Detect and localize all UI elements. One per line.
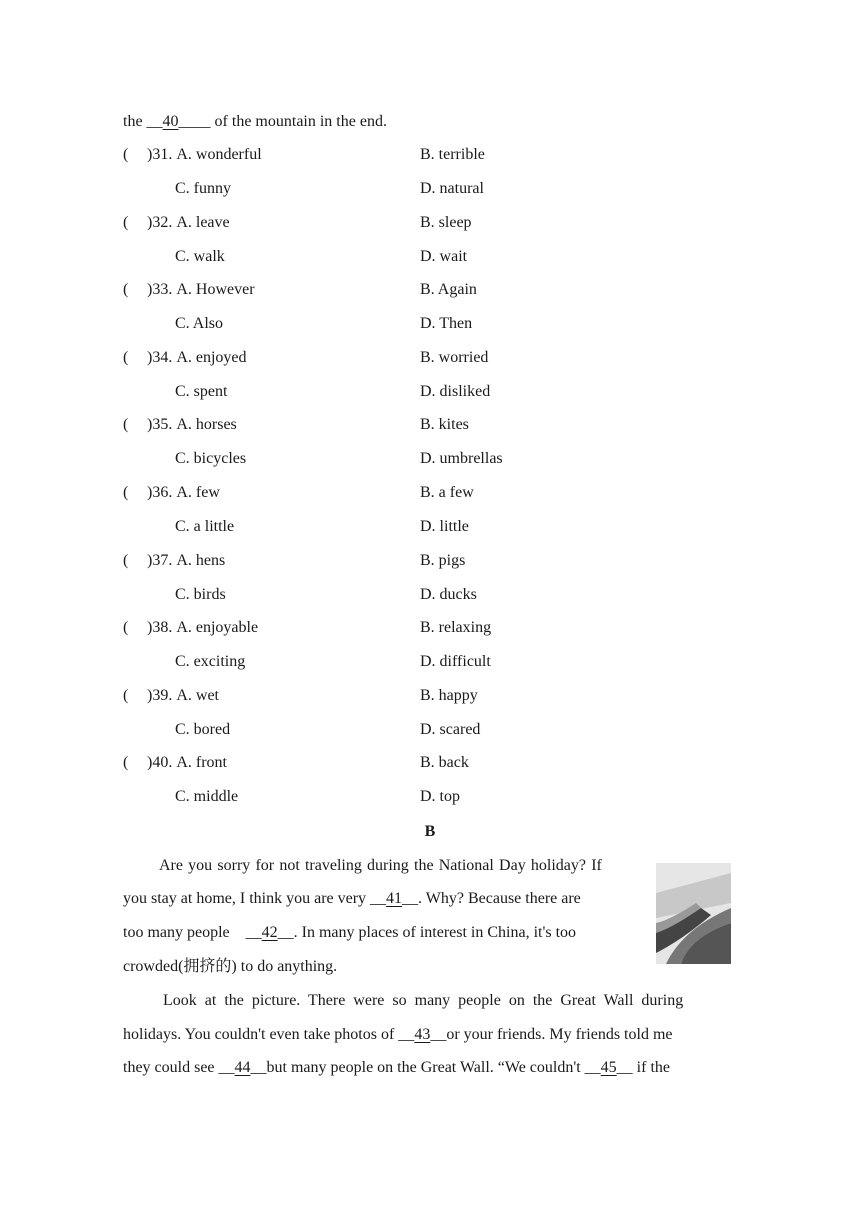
option-b: B. pigs (420, 552, 466, 569)
blank-45: 45 (600, 1059, 617, 1076)
question-row (123, 415, 237, 435)
option-d: D. wait (420, 248, 468, 265)
question-number: )37. (147, 552, 173, 569)
answer-paren[interactable]: ( (123, 484, 129, 501)
question-row (123, 348, 247, 368)
question-row (123, 483, 220, 503)
option-b: B. Again (420, 281, 477, 298)
option-c: C. birds (175, 586, 226, 603)
option-a: A. front (176, 754, 227, 771)
question-number: )31. (147, 146, 173, 163)
blank-41: 41 (386, 890, 403, 907)
option-c: C. funny (175, 180, 231, 197)
option-a: A. leave (176, 214, 230, 231)
question-number: )36. (147, 484, 173, 501)
question-row (123, 618, 258, 638)
option-b: B. happy (420, 687, 478, 704)
option-d: D. disliked (420, 383, 491, 400)
option-d: D. little (420, 518, 469, 535)
question-row (123, 551, 225, 571)
option-c: C. bored (175, 721, 231, 738)
answer-paren[interactable]: ( (123, 687, 129, 704)
option-b: B. a few (420, 484, 474, 501)
p2-line-3: they could see __44__but many people on the Great Wall. “We couldn't __45__ if the (123, 1059, 670, 1076)
option-b: B. terrible (420, 146, 485, 163)
blank-42: 42 (261, 924, 278, 941)
option-b: B. worried (420, 349, 489, 366)
answer-paren[interactable]: ( (123, 214, 129, 231)
question-row (123, 280, 255, 300)
option-d: D. natural (420, 180, 484, 197)
answer-paren[interactable]: ( (123, 349, 129, 366)
option-b: B. relaxing (420, 619, 492, 636)
answer-paren[interactable]: ( (123, 146, 129, 163)
p2-line-1: Look at the picture. There were so many people on the Great Wall during (163, 992, 684, 1009)
p1-line-3: too many people __42__. In many places of interest in China, it's too (123, 924, 577, 941)
option-b: B. kites (420, 416, 469, 433)
answer-paren[interactable]: ( (123, 754, 129, 771)
p1-line-1: Are you sorry for not traveling during the National Day holiday? If (159, 857, 602, 874)
option-d: D. ducks (420, 586, 477, 603)
option-b: B. sleep (420, 214, 472, 231)
blank-40: 40 (162, 113, 179, 130)
question-number: )32. (147, 214, 173, 231)
question-number: )40. (147, 754, 173, 771)
option-d: D. difficult (420, 653, 491, 670)
option-a: A. wet (176, 687, 219, 704)
option-c: C. walk (175, 248, 225, 265)
question-number: )33. (147, 281, 173, 298)
blank-43: 43 (414, 1026, 431, 1043)
question-number: )39. (147, 687, 173, 704)
option-a: A. However (176, 281, 255, 298)
p2-line-2: holidays. You couldn't even take photos of __43__or your friends. My friends told me (123, 1026, 673, 1043)
option-a: A. enjoyable (176, 619, 259, 636)
option-c: C. middle (175, 788, 239, 805)
option-b: B. back (420, 754, 469, 771)
option-a: A. wonderful (176, 146, 262, 163)
option-d: D. Then (420, 315, 473, 332)
option-a: A. few (176, 484, 220, 501)
option-a: A. hens (176, 552, 226, 569)
question-number: )35. (147, 416, 173, 433)
question-row (123, 145, 262, 165)
p1-line-2: you stay at home, I think you are very __41__. Why? Because there are (123, 890, 581, 907)
answer-paren[interactable]: ( (123, 281, 129, 298)
option-a: A. enjoyed (176, 349, 247, 366)
question-number: )34. (147, 349, 173, 366)
option-c: C. Also (175, 315, 224, 332)
question-row (123, 753, 227, 773)
section-b-heading: B (424, 823, 436, 840)
option-d: D. top (420, 788, 460, 805)
option-c: C. exciting (175, 653, 246, 670)
p1-line-4: crowded(拥挤的) to do anything. (123, 958, 338, 975)
answer-paren[interactable]: ( (123, 552, 129, 569)
great-wall-photo (656, 863, 731, 964)
answer-paren[interactable]: ( (123, 416, 129, 433)
intro-line: the __40____ of the mountain in the end. (123, 113, 387, 130)
option-d: D. umbrellas (420, 450, 503, 467)
option-d: D. scared (420, 721, 481, 738)
option-a: A. horses (176, 416, 237, 433)
option-c: C. spent (175, 383, 228, 400)
question-row (123, 213, 230, 233)
question-row (123, 686, 219, 706)
option-c: C. a little (175, 518, 235, 535)
question-number: )38. (147, 619, 173, 636)
answer-paren[interactable]: ( (123, 619, 129, 636)
option-c: C. bicycles (175, 450, 247, 467)
blank-44: 44 (234, 1059, 251, 1076)
